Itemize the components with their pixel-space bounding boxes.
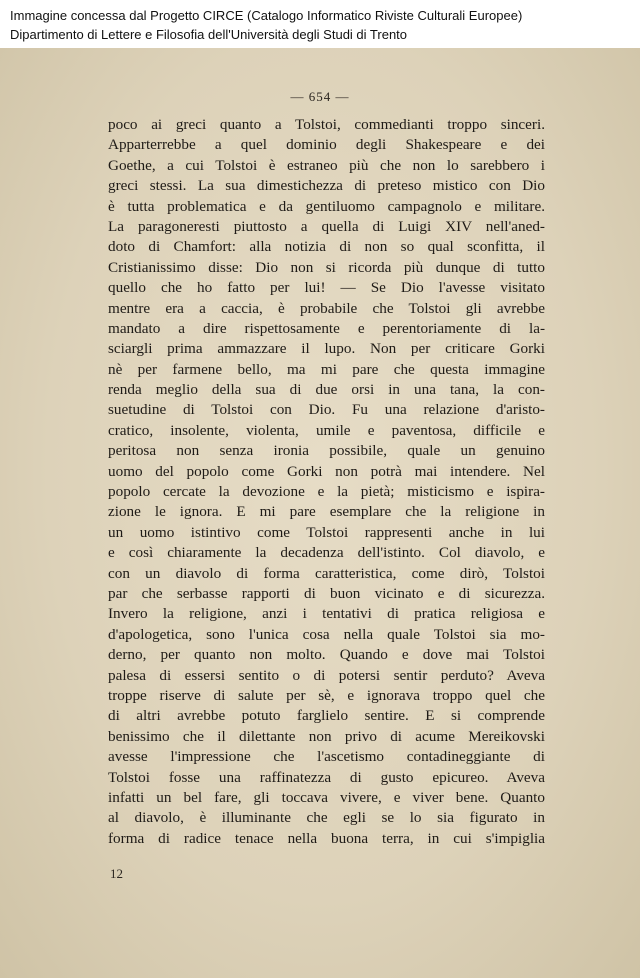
banner-line-2: Dipartimento di Lettere e Filosofia dell'Università degli Studi di Trento bbox=[10, 27, 408, 42]
page-number: — 654 — bbox=[290, 89, 350, 104]
text-line: par che serbasse rapporti di buon vicinato e di sicurezza. bbox=[108, 584, 545, 602]
text-line: popolo cercate la devozione e la pietà; misticismo e ispira- bbox=[108, 483, 545, 501]
text-line: sciargli prima ammazzare il lupo. Non per criticare Gorki bbox=[108, 340, 545, 358]
text-line: mentre era a caccia, è probabile che Tolstoi gli avrebbe bbox=[108, 299, 545, 317]
text-line: Invero la religione, anzi i tentativi di pratica religiosa e bbox=[108, 605, 545, 623]
source-banner bbox=[0, 0, 640, 49]
text-line: infatti un bel fare, gli toccava vivere, e viver bene. Quanto bbox=[108, 788, 545, 806]
text-line: d'apologetica, sono l'unica cosa nella quale Tolstoi sia mo- bbox=[108, 625, 545, 643]
text-line: uomo del popolo come Gorki non potrà mai intendere. Nel bbox=[108, 462, 545, 480]
text-line: Apparterrebbe a quel dominio degli Shakespeare e dei bbox=[108, 136, 545, 154]
body-text bbox=[108, 115, 545, 849]
text-line: zione le ignora. E mi pare esemplare che la religione in bbox=[108, 503, 545, 521]
text-line: nè per farmene bello, ma mi pare che questa immagine bbox=[108, 360, 545, 378]
text-line: derno, per quanto non molto. Quando e dove mai Tolstoi bbox=[108, 646, 545, 664]
text-line: peritosa non senza ironia possibile, quale un genuino bbox=[108, 442, 545, 460]
text-line: suetudine di Tolstoi con Dio. Fu una relazione d'aristo- bbox=[108, 401, 545, 419]
text-line: La paragoneresti piuttosto a quella di Luigi XIV nell'aned- bbox=[108, 217, 545, 235]
text-line: un uomo istintivo come Tolstoi rappresenti anche in lui bbox=[108, 523, 545, 541]
text-line: avesse l'impressione che l'ascetismo contadineggiante di bbox=[108, 748, 545, 766]
text-line: troppe riserve di salute per sè, e ignorava troppo quel che bbox=[108, 686, 545, 704]
text-line: renda meglio della sua di due orsi in una tana, la con- bbox=[108, 381, 545, 399]
banner-line-1: Immagine concessa dal Progetto CIRCE (Catalogo Informatico Riviste Culturali Europee) bbox=[10, 8, 523, 23]
text-line: Cristianissimo disse: Dio non si ricorda più dunque di tutto bbox=[108, 258, 545, 276]
signature-mark: 12 bbox=[110, 866, 123, 881]
scanned-page bbox=[0, 48, 640, 978]
text-line: poco ai greci quanto a Tolstoi, commedianti troppo sinceri. bbox=[108, 116, 545, 133]
text-line: doto di Chamfort: alla notizia di non so qual sconfitta, il bbox=[108, 238, 545, 256]
text-line: forma di radice tenace nella buona terra, in cui s'impiglia bbox=[108, 829, 545, 847]
text-line: benissimo che il dilettante non privo di acume Mereikovski bbox=[108, 727, 545, 745]
text-line: palesa di essersi sentito o di potersi sentir perduto? Aveva bbox=[108, 666, 545, 684]
text-line: quello che ho fatto per lui! — Se Dio l'avesse visitato bbox=[108, 279, 545, 297]
text-line: è tutta problematica e da gentiluomo campagnolo e militare. bbox=[108, 197, 545, 215]
text-line: con un diavolo di forma caratteristica, come dirò, Tolstoi bbox=[108, 564, 545, 582]
text-line: al diavolo, è illuminante che egli se lo sia figurato in bbox=[108, 809, 545, 827]
text-line: di altri avrebbe potuto farglielo sentire. E si comprende bbox=[108, 707, 545, 725]
text-line: Goethe, a cui Tolstoi è estraneo più che non lo sarebbero i bbox=[108, 156, 545, 174]
text-line: mandato a dire rispettosamente e perentoriamente di la- bbox=[108, 319, 545, 337]
text-line: cratico, insolente, violenta, umile e paventosa, difficile e bbox=[108, 421, 545, 439]
text-line: greci stessi. La sua dimestichezza di preteso mistico con Dio bbox=[108, 177, 545, 195]
text-line: e così chiaramente la decadenza dell'istinto. Col diavolo, e bbox=[108, 544, 545, 562]
text-line: Tolstoi fosse una raffinatezza di gusto epicureo. Aveva bbox=[108, 768, 545, 786]
